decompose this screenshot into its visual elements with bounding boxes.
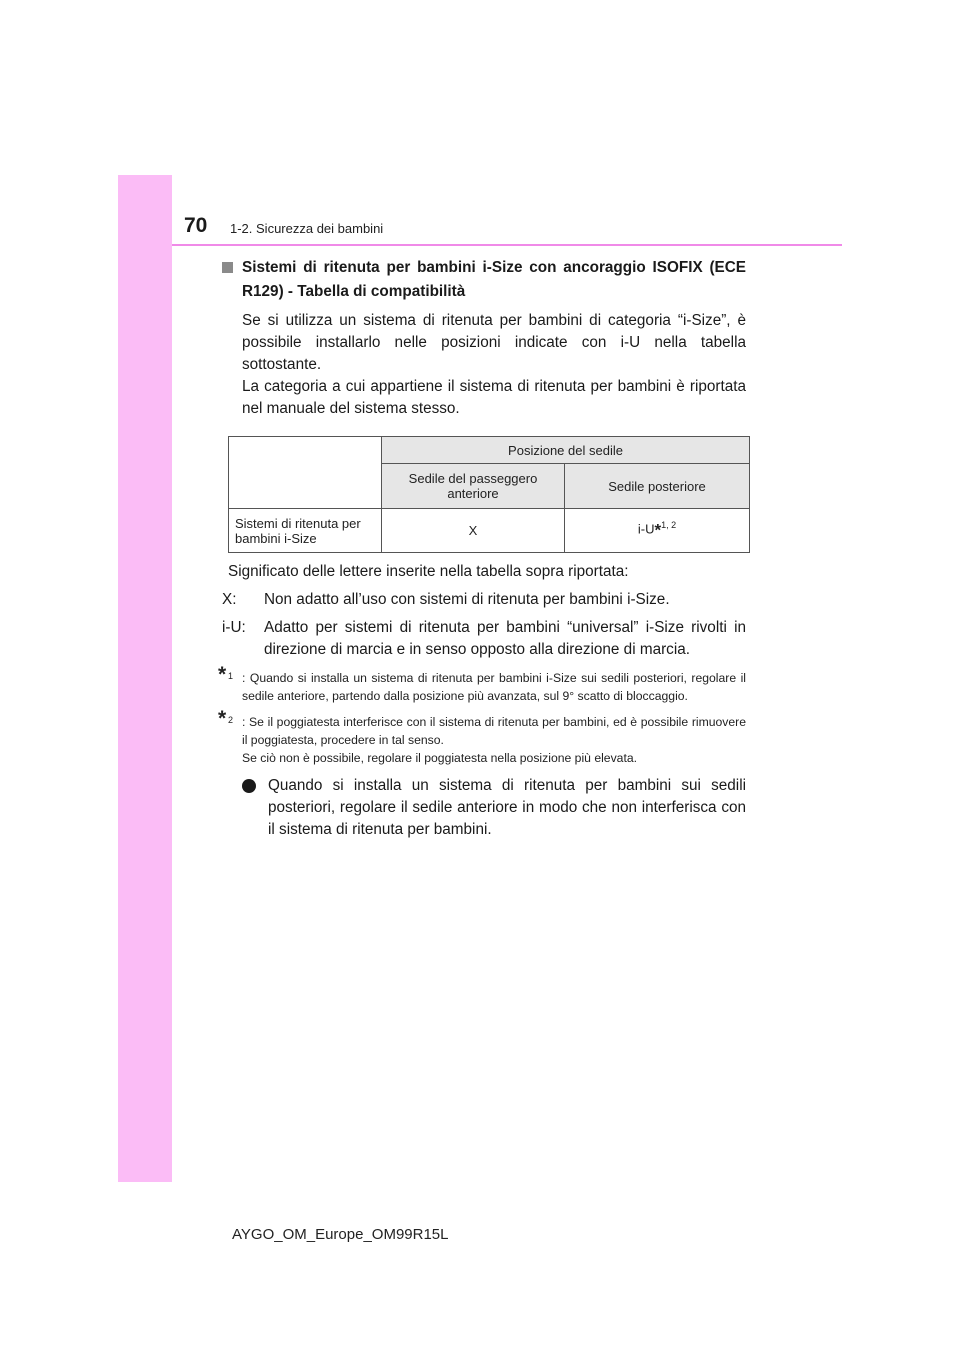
header-seat-position: Posizione del sedile xyxy=(382,437,750,464)
compatibility-table xyxy=(228,436,750,553)
heading-text: Sistemi di ritenuta per bambini i-Size con ancoraggio ISOFIX (ECE R129) - Tabella di compatibilità xyxy=(242,259,746,300)
cell-rear-value xyxy=(565,509,750,553)
bullet-dot-icon xyxy=(242,779,256,793)
legend-text: Adatto per sistemi di ritenuta per bambini “universal” i-Size rivolti in direzione di marcia e in senso opposto alla direzione di marcia. xyxy=(264,619,746,658)
row-label-isize: Sistemi di ritenuta per bambini i-Size xyxy=(229,509,382,553)
footnote-ref: 1, 2 xyxy=(661,520,677,531)
footnote-text: : Se il poggiatesta interferisce con il sistema di ritenuta per bambini, ed è possibile rimuovere il poggiatesta, procedere in tal senso. Se ciò non è possibile, regolare il poggiatesta nella posizione più elevata. xyxy=(242,715,746,765)
rear-value-text: i-U xyxy=(637,521,655,537)
page-number: 70 xyxy=(184,214,208,237)
footnote-marker: * 1 xyxy=(218,663,234,686)
legend-key: X: xyxy=(222,591,237,608)
legend-text: Non adatto all’uso con sistemi di ritenuta per bambini i-Size. xyxy=(264,591,670,608)
legend-item-x xyxy=(218,589,746,611)
note-bullet xyxy=(218,775,746,841)
section-title: 1-2. Sicurezza dei bambini xyxy=(230,221,384,236)
section-heading xyxy=(218,256,746,304)
header-rear-seat: Sedile posteriore xyxy=(565,464,750,509)
legend-item-iu xyxy=(218,617,746,661)
intro-paragraph-1: Se si utilizza un sistema di ritenuta per bambini di categoria “i-Size”, è possibile installarlo nelle posizioni indicate con i-U nella tabella sottostante. xyxy=(242,312,746,373)
footnote-text: : Quando si installa un sistema di ritenuta per bambini i-Size sui sedili posteriori, regolare il sedile anteriore, partendo dalla posizione più avanzata, sul 9° scatto di bloccaggio. xyxy=(242,671,746,703)
square-bullet-icon xyxy=(222,262,233,273)
note-text: Quando si installa un sistema di ritenuta per bambini sui sedili posteriori, regolare il sedile anteriore in modo che non interferisca con il sistema di ritenuta per bambini. xyxy=(268,777,746,838)
footnote-1 xyxy=(218,663,746,705)
footer-code: AYGO_OM_Europe_OM99R15L xyxy=(232,1226,449,1243)
legend-intro: Significato delle lettere inserite nella tabella sopra riportata: xyxy=(228,563,629,580)
footnote-star: * xyxy=(654,520,662,540)
header-rule xyxy=(172,244,842,246)
page-content xyxy=(218,256,746,841)
intro-paragraph-2: La categoria a cui appartiene il sistema di ritenuta per bambini è riportata nel manuale del sistema stesso. xyxy=(242,378,746,417)
footnote-marker: * 2 xyxy=(218,707,234,730)
table-corner-cell xyxy=(229,437,382,509)
section-color-tab xyxy=(118,175,172,1182)
footnote-2 xyxy=(218,707,746,767)
header-front-seat: Sedile del passeggero anteriore xyxy=(382,464,565,509)
legend-key: i-U: xyxy=(222,619,246,636)
cell-front-value: X xyxy=(382,509,565,553)
